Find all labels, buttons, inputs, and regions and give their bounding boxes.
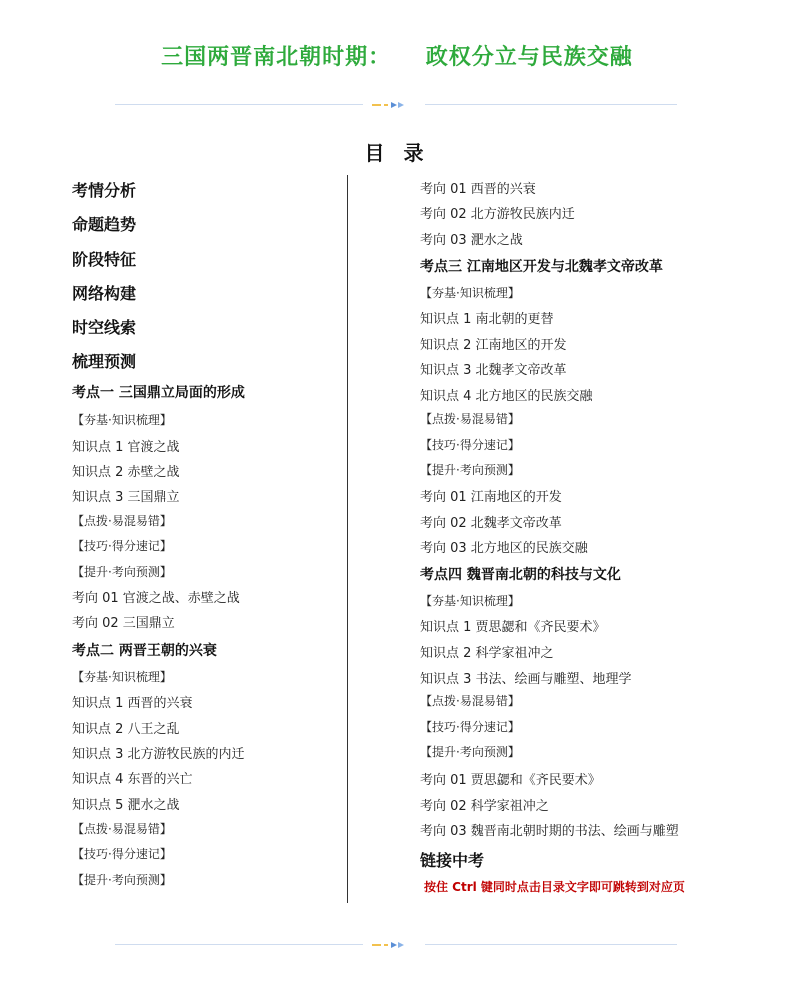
- divider-ornament-icon: [372, 941, 410, 949]
- right-toc-entry[interactable]: 【夯基·知识梳理】: [420, 286, 520, 300]
- left-toc-entry[interactable]: 【夯基·知识梳理】: [72, 413, 172, 427]
- left-toc-entry[interactable]: 知识点 2 八王之乱: [72, 722, 180, 737]
- left-toc-entry[interactable]: 考点二 两晋王朝的兴衰: [72, 643, 217, 659]
- left-toc-entry[interactable]: 考向 02 三国鼎立: [72, 616, 175, 631]
- right-toc-entry[interactable]: 知识点 1 南北朝的更替: [420, 312, 554, 327]
- right-toc-entry[interactable]: 【技巧·得分速记】: [420, 438, 520, 452]
- right-toc-entry[interactable]: 【点拨·易混易错】: [420, 694, 520, 708]
- document-title: 三国两晋南北朝时期： 政权分立与民族交融: [161, 45, 633, 70]
- left-toc-entry[interactable]: 梳理预测: [72, 352, 137, 371]
- right-toc-entry[interactable]: 考向 03 淝水之战: [420, 233, 523, 248]
- left-toc-entry[interactable]: 考向 01 官渡之战、赤壁之战: [72, 591, 240, 606]
- left-toc-entry[interactable]: 考点一 三国鼎立局面的形成: [72, 385, 245, 401]
- right-toc-entry[interactable]: 考向 02 北魏孝文帝改革: [420, 516, 562, 531]
- right-toc-entry[interactable]: 知识点 3 北魏孝文帝改革: [420, 363, 567, 378]
- right-toc-entry[interactable]: 链接中考: [420, 851, 485, 870]
- left-toc-entry[interactable]: 命题趋势: [72, 215, 137, 234]
- left-toc-entry[interactable]: 【夯基·知识梳理】: [72, 670, 172, 684]
- bottom-divider: [115, 940, 677, 950]
- toc-heading: 目 录: [364, 141, 430, 165]
- left-toc-entry[interactable]: 知识点 1 官渡之战: [72, 440, 180, 455]
- right-toc-entry[interactable]: 【技巧·得分速记】: [420, 720, 520, 734]
- left-toc-entry[interactable]: 【提升·考向预测】: [72, 565, 172, 579]
- right-toc-entry[interactable]: 【点拨·易混易错】: [420, 412, 520, 426]
- left-toc-entry[interactable]: 知识点 3 三国鼎立: [72, 490, 180, 505]
- ctrl-click-hint: 按住 Ctrl 键同时点击目录文字即可跳转到对应页: [424, 880, 685, 894]
- right-toc-entry[interactable]: 考点三 江南地区开发与北魏孝文帝改革: [420, 259, 663, 275]
- left-toc-entry[interactable]: 考情分析: [72, 181, 137, 200]
- right-toc-entry[interactable]: 考向 03 魏晋南北朝时期的书法、绘画与雕塑: [420, 824, 679, 839]
- left-toc-entry[interactable]: 【技巧·得分速记】: [72, 539, 172, 553]
- left-toc-entry[interactable]: 网络构建: [72, 284, 137, 303]
- right-toc-entry[interactable]: 知识点 2 科学家祖冲之: [420, 646, 554, 661]
- right-toc-entry[interactable]: 【提升·考向预测】: [420, 463, 520, 477]
- left-toc-entry[interactable]: 【提升·考向预测】: [72, 873, 172, 887]
- left-toc-entry[interactable]: 【点拨·易混易错】: [72, 822, 172, 836]
- right-toc-entry[interactable]: 【提升·考向预测】: [420, 745, 520, 759]
- left-toc-entry[interactable]: 知识点 4 东晋的兴亡: [72, 772, 193, 787]
- right-toc-entry[interactable]: 知识点 1 贾思勰和《齐民要术》: [420, 620, 606, 635]
- right-toc-entry[interactable]: 知识点 4 北方地区的民族交融: [420, 389, 593, 404]
- right-toc-entry[interactable]: 考向 03 北方地区的民族交融: [420, 541, 588, 556]
- right-toc-entry[interactable]: 考向 01 江南地区的开发: [420, 490, 562, 505]
- left-toc-entry[interactable]: 阶段特征: [72, 250, 137, 269]
- divider-ornament-icon: [372, 101, 410, 109]
- right-toc-entry[interactable]: 考向 02 科学家祖冲之: [420, 799, 549, 814]
- right-toc-entry[interactable]: 考向 01 西晋的兴衰: [420, 182, 536, 197]
- left-toc-entry[interactable]: 知识点 5 淝水之战: [72, 798, 180, 813]
- left-toc-entry[interactable]: 【点拨·易混易错】: [72, 514, 172, 528]
- right-toc-entry[interactable]: 考点四 魏晋南北朝的科技与文化: [420, 567, 621, 583]
- right-toc-entry[interactable]: 知识点 3 书法、绘画与雕塑、地理学: [420, 672, 632, 687]
- toc-right-column: [420, 0, 780, 986]
- left-toc-entry[interactable]: 知识点 3 北方游牧民族的内迁: [72, 747, 245, 762]
- right-toc-entry[interactable]: 考向 02 北方游牧民族内迁: [420, 207, 575, 222]
- right-toc-entry[interactable]: 【夯基·知识梳理】: [420, 594, 520, 608]
- left-toc-entry[interactable]: 知识点 2 赤壁之战: [72, 465, 180, 480]
- right-toc-entry[interactable]: 考向 01 贾思勰和《齐民要术》: [420, 773, 601, 788]
- toc-left-column: [72, 0, 342, 986]
- column-divider: [347, 175, 348, 903]
- left-toc-entry[interactable]: 知识点 1 西晋的兴衰: [72, 696, 193, 711]
- right-toc-entry[interactable]: 知识点 2 江南地区的开发: [420, 338, 567, 353]
- left-toc-entry[interactable]: 【技巧·得分速记】: [72, 847, 172, 861]
- left-toc-entry[interactable]: 时空线索: [72, 318, 137, 337]
